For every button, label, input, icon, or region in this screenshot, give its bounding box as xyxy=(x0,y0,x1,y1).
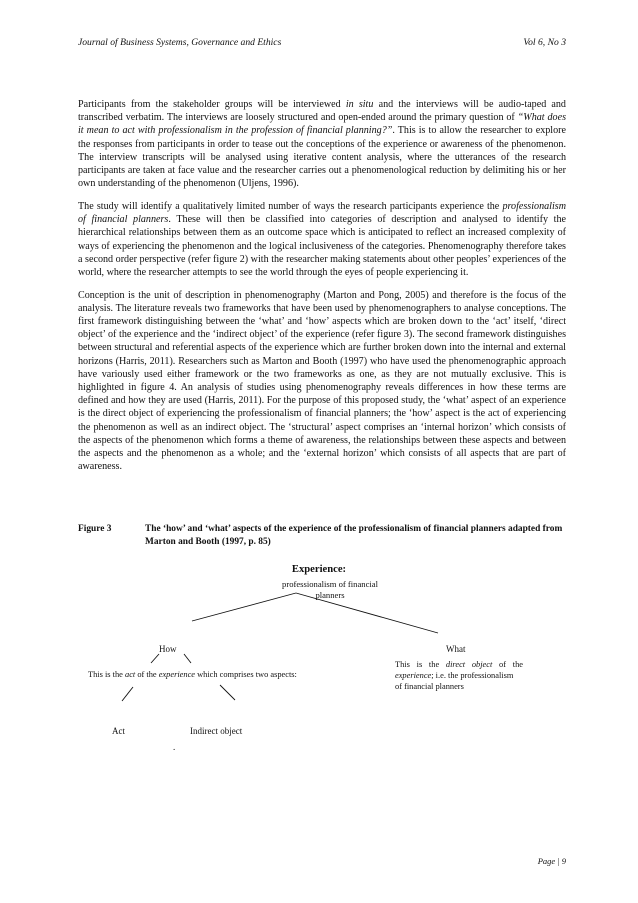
root-subtitle-line-2: planners xyxy=(315,589,345,600)
page-prefix: Page | xyxy=(537,856,562,866)
what-desc-line-1 xyxy=(395,659,523,670)
text-segment: . These will then be classified into categories of description and analysed to identify the hierarchical relationships between them as an outcome space which is anticipated to reflect an increased complexity of ways of experiencing the phenomenon and the logical inclusiveness of the categories. Phenomenography therefore takes a second order perspective (refer figure 2) with the researcher making statements about other peoples’ experiences of the world, where the researcher attempts to see the world through the eyes of people experiencing it. xyxy=(78,214,566,278)
journal-title: Journal of Business Systems, Governance and Ethics xyxy=(78,37,282,48)
figure-caption-text: The ‘how’ and ‘what’ aspects of the experience of the professionalism of financial planners adapted from Marton and Booth (1997, p. 85) xyxy=(145,524,563,547)
how-desc-experience: experience xyxy=(158,670,195,679)
root-subtitle-line-1: professionalism of financial xyxy=(282,579,378,589)
italic-text-segment: in situ xyxy=(345,99,374,110)
connector-how-left xyxy=(151,654,159,663)
what-desc-l2-post: ; i.e. the professionalism xyxy=(431,671,514,680)
how-desc-mid: of the xyxy=(135,670,159,679)
italic-text-segment: “What does it mean to act with professionalism in the profession of financial planning?” xyxy=(78,112,566,137)
root-node-title: Experience: xyxy=(291,564,347,575)
connector-indirect xyxy=(220,685,235,700)
what-desc-l1-em: direct object xyxy=(445,660,493,669)
text-segment: and the interviews will be audio-taped and transcribed verbatim. The interviews are loosely structured and open-ended around the primary question of xyxy=(78,99,566,124)
indirect-object-node-label: Indirect object xyxy=(190,726,243,736)
how-desc-pre: This is the xyxy=(88,670,125,679)
stray-dot: . xyxy=(173,742,176,752)
page-footer xyxy=(538,856,566,866)
how-desc-act: act xyxy=(125,670,136,679)
what-desc-line-2 xyxy=(395,670,523,681)
connector-act xyxy=(122,687,133,701)
what-desc-l1-pre: This is the xyxy=(395,660,446,669)
text-segment: Conception is the unit of description in phenomenography (Marton and Pong, 2005) and therefore is the focus of the analysis. The literature reveals two frameworks that have been used by phenomenographers to analyse conceptions. The first framework distinguishing between the ‘what’ and ‘how’ aspects which are broken down to the ‘act’ itself, ‘direct object’ of the experience and the ‘indirect object’ of the experience (refer figure 3). The second framework distinguishes between structural and referential aspects of the experience which are further broken down into the internal and external horizons (Harris, 2011). Researchers such as Marton and Booth (1997) who have used the phenomenographic approach have variously used either framework or the two frameworks as one, as they are not mutually exclusive. This is highlighted in figure 4. An analysis of studies using phenomenography reveals differences in how these terms are defined and how they are used (Harris, 2011). For the purpose of this proposed study, the ‘what’ aspect of an experience is the direct object of experiencing the professionalism of financial planners; the ‘how’ aspect is the act of experiencing the phenomenon as well as an indirect object. The ‘structural’ aspect comprises an ‘internal horizon’ which consists of the aspects of the phenomenon which forms a theme of awareness, the relationships between these aspects and between the aspects and the phenomenon as a whole; and the ‘external horizon’ which consists of all aspects that are part of awareness. xyxy=(78,289,566,473)
text-segment: Participants from the stakeholder groups will be interviewed xyxy=(78,99,346,110)
how-desc-post: which comprises two aspects: xyxy=(195,670,297,679)
figure-number: Figure 3 xyxy=(78,524,112,534)
how-node-label: How xyxy=(159,644,177,654)
root-node-subtitle xyxy=(270,579,390,600)
italic-text-segment: professionalism of financial planners xyxy=(78,200,566,226)
act-node-label: Act xyxy=(112,726,125,736)
text-segment: . This is to allow the researcher to explore the responses from participants in order to tease out the conceptions of the experience or awareness of the phenomenon. The interview transcripts will be analysed using iterative content analysis, where the utterances of the research participants are taken at face value and the researcher carries out a phenomenological reduction by delimiting his or her own understanding of the phenomenon (Uljens, 1996). xyxy=(78,125,566,190)
what-node-description xyxy=(395,659,523,692)
what-desc-l2-em: experience xyxy=(395,671,432,680)
page-number: 9 xyxy=(561,856,566,866)
text-segment: The study will identify a qualitatively limited number of ways the research participants experience the xyxy=(78,200,503,212)
volume-issue: Vol 6, No 3 xyxy=(523,37,566,48)
what-desc-l1-post: of the xyxy=(492,660,523,669)
what-node-label: What xyxy=(446,644,466,654)
how-node-description xyxy=(88,669,297,680)
connector-how-right xyxy=(184,654,191,663)
what-desc-line-3: of financial planners xyxy=(395,682,464,691)
